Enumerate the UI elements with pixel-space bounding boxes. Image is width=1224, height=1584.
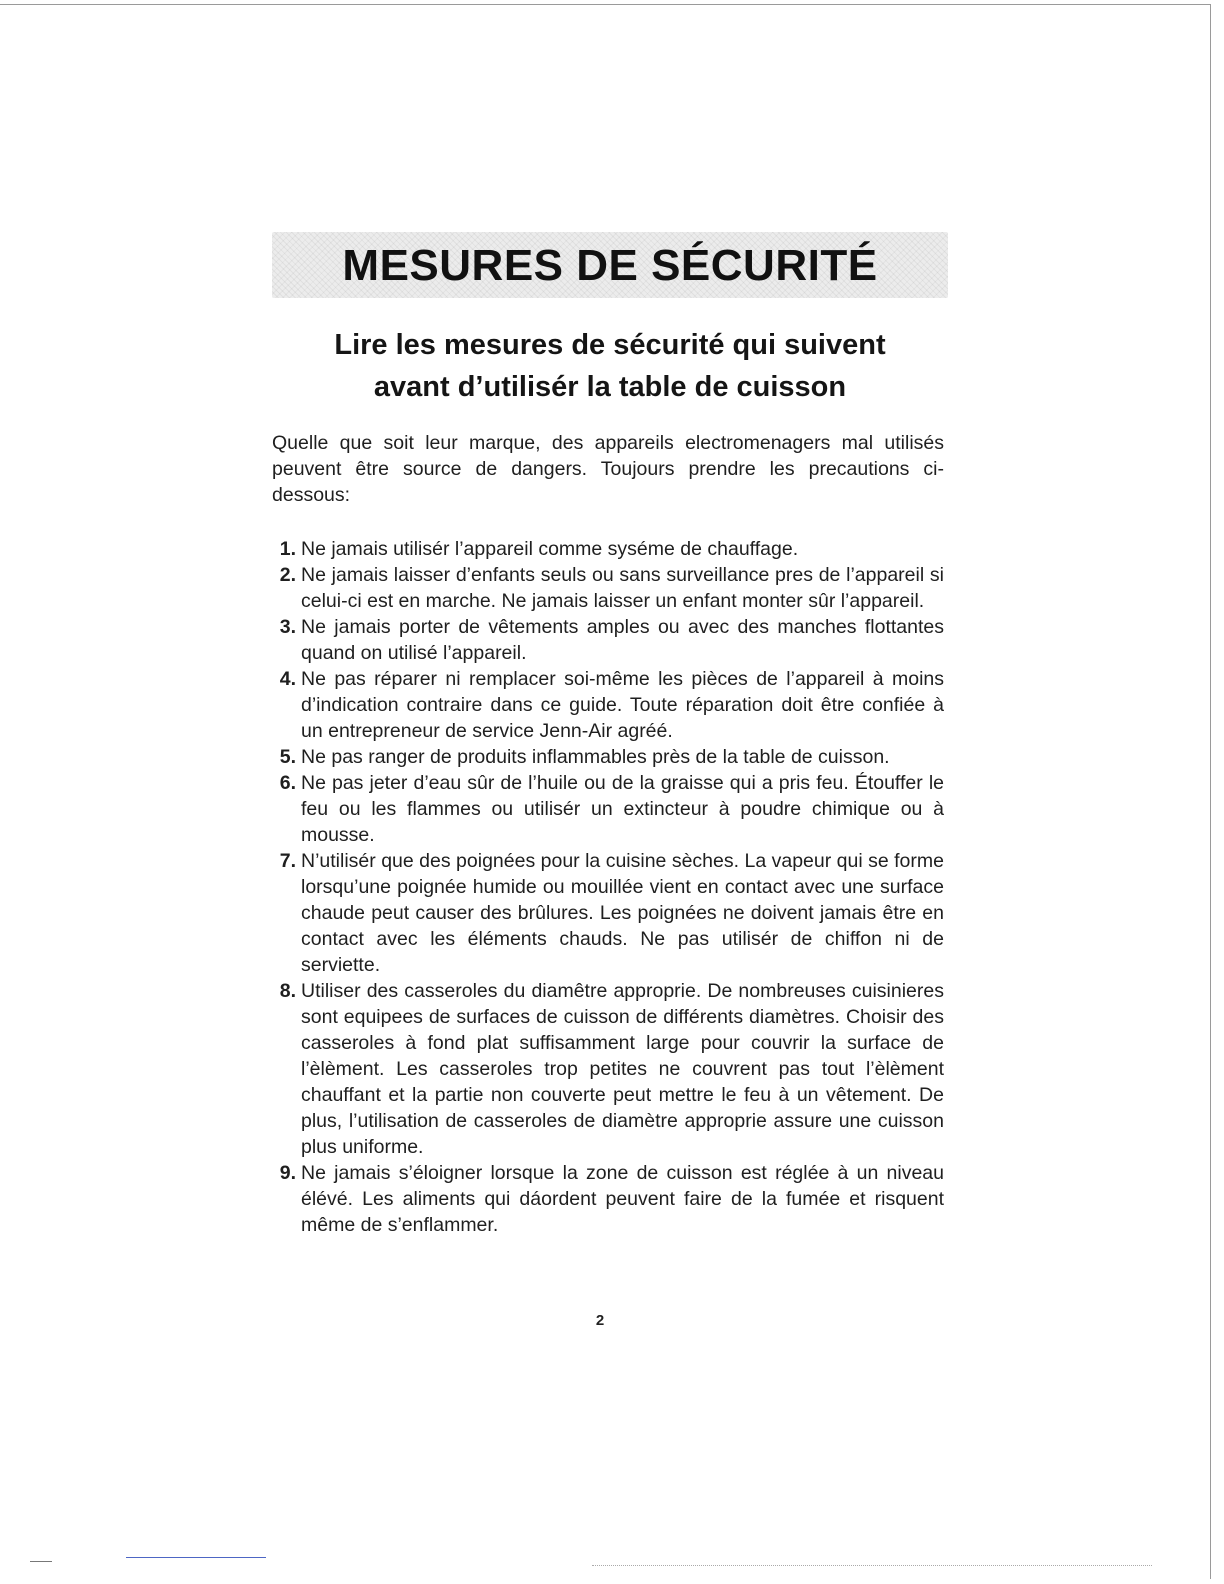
item-number: 1. (279, 538, 296, 560)
safety-item-2 (272, 562, 944, 614)
safety-item-4 (272, 666, 944, 744)
item-text: Ne pas ranger de produits inflammables près de la table de cuisson. (301, 746, 890, 768)
subtitle-line-2: avant d’utilisér la table de cuisson (373, 371, 847, 403)
safety-item-3 (272, 614, 944, 666)
page-number: 2 (595, 1312, 605, 1329)
footer-rule-dotted (592, 1565, 1152, 1566)
item-number: 5. (279, 746, 296, 768)
item-text: Ne jamais porter de vêtements amples ou avec des manches flottantes quand on utilisé l’appareil. (301, 616, 944, 664)
safety-list (272, 536, 944, 1238)
safety-item-7 (272, 848, 944, 978)
safety-item-8 (272, 978, 944, 1160)
item-text: Ne jamais utilisér l’appareil comme syséme de chauffage. (301, 538, 799, 560)
item-number: 3. (279, 616, 296, 638)
item-number: 8. (279, 980, 296, 1002)
safety-item-9 (272, 1160, 944, 1238)
item-text: N’utilisér que des poignées pour la cuisine sèches. La vapeur qui se forme lorsqu’une poignée humide ou mouillée vient en contact avec une surface chaude peut causer des brûlures. Les poignées ne doivent jamais être en contact avec les éléments chauds. Ne pas utilisér de chiffon ni de serviette. (301, 850, 944, 976)
item-number: 2. (279, 564, 296, 586)
footer-rule-left (30, 1561, 52, 1562)
intro-paragraph: Quelle que soit leur marque, des appareils electromenagers mal utilisés peuvent être source de dangers. Toujours prendre les precautions ci-dessous: (272, 432, 944, 506)
page-subtitle (272, 324, 948, 408)
item-number: 6. (279, 772, 296, 794)
item-text: Utiliser des casseroles du diamêtre approprie. De nombreuses cuisinieres sont equipees de surfaces de cuisson de différents diamètres. Choisir des casseroles à fond plat suffisamment large pour couvrir la surface de l’èlèment. Les casseroles trop petites ne couvrent pas tout l’èlèment chauffant et la partie non couverte peut mettre le feu à un vêtement. De plus, l’utilisation de casseroles de diamètre approprie assure une cuisson plus uniforme. (301, 980, 944, 1158)
safety-item-1 (272, 536, 944, 562)
safety-item-6 (272, 770, 944, 848)
item-number: 7. (279, 850, 296, 872)
safety-item-5 (272, 744, 944, 770)
page-title: MESURES DE SÉCURITÉ (342, 241, 878, 290)
page-border-top (0, 4, 1210, 5)
item-text: Ne jamais laisser d’enfants seuls ou sans surveillance pres de l’appareil si celui-ci est en marche. Ne jamais laisser un enfant monter sûr l’appareil. (301, 564, 944, 612)
item-text: Ne pas jeter d’eau sûr de l’huile ou de la graisse qui a pris feu. Étouffer le feu ou les flammes ou utilisér un extincteur à poudre chimique ou à mousse. (301, 772, 944, 846)
item-number: 9. (279, 1162, 296, 1184)
footer-rule-blue (126, 1557, 266, 1558)
item-text: Ne pas réparer ni remplacer soi-même les pièces de l’appareil à moins d’indication contraire dans ce guide. Toute réparation doit être confiée à un entrepreneur de service Jenn-Air agréé. (301, 668, 944, 742)
item-number: 4. (279, 668, 296, 690)
subtitle-line-1: Lire les mesures de sécurité qui suivent (334, 329, 886, 361)
item-text: Ne jamais s’éloigner lorsque la zone de cuisson est réglée à un niveau élévé. Les aliments qui dáordent peuvent faire de la fumée et risquent même de s’enflammer. (301, 1162, 944, 1236)
page-border-right (1210, 4, 1211, 1579)
